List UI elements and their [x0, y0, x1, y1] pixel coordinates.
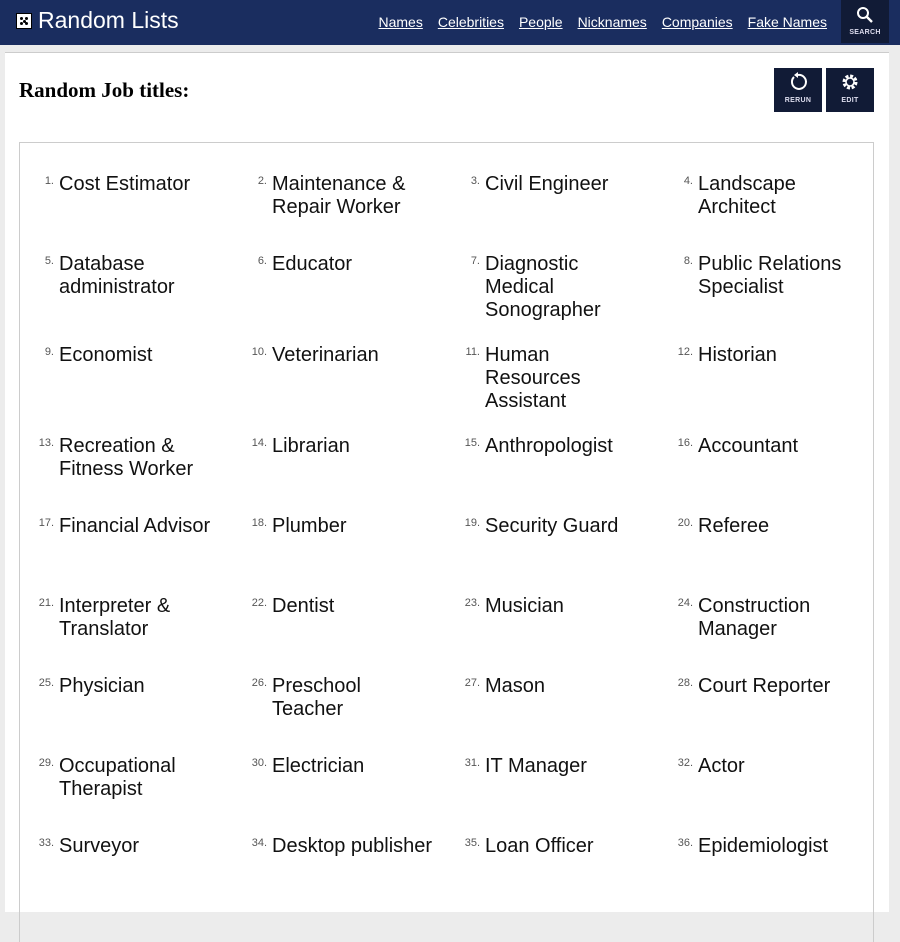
item-number: 23. — [464, 597, 480, 609]
item-text: Epidemiologist — [698, 835, 829, 857]
list-item — [446, 835, 659, 915]
item-text: Civil Engineer — [485, 173, 609, 195]
list-item — [233, 515, 446, 595]
list-item — [446, 675, 659, 755]
item-text: Financial Advisor — [59, 515, 211, 537]
list-item — [446, 595, 659, 675]
item-text: Educator — [272, 253, 353, 275]
dice-icon — [16, 13, 32, 29]
list-item — [233, 675, 446, 755]
item-number: 3. — [470, 175, 480, 187]
list-item — [659, 344, 872, 435]
item-text: Actor — [698, 755, 745, 777]
item-number: 22. — [251, 597, 267, 609]
list-item — [233, 435, 446, 515]
item-text: Construction Manager — [698, 595, 811, 640]
list-item — [20, 344, 233, 435]
list-item — [233, 344, 446, 435]
page-title: Random Job titles: — [19, 78, 190, 102]
item-number: 21. — [38, 597, 54, 609]
search-label: SEARCH — [849, 29, 881, 36]
item-text: Physician — [59, 675, 145, 697]
item-text: Plumber — [272, 515, 347, 537]
list-item — [20, 835, 233, 915]
gear-icon — [840, 72, 860, 92]
list-item — [659, 835, 872, 915]
item-number: 35. — [464, 837, 480, 849]
item-text: Security Guard — [485, 515, 619, 537]
item-number: 36. — [677, 837, 693, 849]
item-number: 27. — [464, 677, 480, 689]
item-text: Economist — [59, 344, 153, 366]
list-item — [446, 755, 659, 835]
item-text: Landscape Architect — [698, 173, 796, 218]
item-text: Database administrator — [59, 253, 175, 298]
item-text: Musician — [485, 595, 564, 617]
edit-button[interactable] — [826, 68, 874, 112]
item-text: Referee — [698, 515, 770, 537]
item-number: 20. — [677, 517, 693, 529]
list-item — [659, 675, 872, 755]
item-text: Occupational Therapist — [59, 755, 176, 800]
item-number: 25. — [38, 677, 54, 689]
list-item — [20, 755, 233, 835]
item-number: 18. — [251, 517, 267, 529]
item-text: Court Reporter — [698, 675, 831, 697]
list-item — [20, 515, 233, 595]
item-text: Public Relations Specialist — [698, 253, 842, 298]
item-text: Accountant — [698, 435, 799, 457]
item-number: 32. — [677, 757, 693, 769]
item-text: Interpreter & Translator — [59, 595, 171, 640]
list-item — [446, 515, 659, 595]
nav-people[interactable]: People — [518, 14, 563, 30]
item-text: Preschool Teacher — [272, 675, 361, 720]
list-item — [446, 344, 659, 435]
item-text: Veterinarian — [272, 344, 379, 366]
item-number: 4. — [683, 175, 693, 187]
content-card — [5, 52, 889, 912]
item-text: Maintenance & Repair Worker — [272, 173, 406, 218]
item-text: Anthropologist — [485, 435, 613, 457]
item-number: 34. — [251, 837, 267, 849]
item-text: Mason — [485, 675, 546, 697]
nav-fake-names[interactable]: Fake Names — [747, 14, 827, 30]
list-item — [446, 173, 659, 253]
item-number: 33. — [38, 837, 54, 849]
list-item — [659, 253, 872, 344]
item-text: Human Resources Assistant — [485, 344, 581, 412]
job-title-list — [19, 142, 874, 942]
item-text: Recreation & Fitness Worker — [59, 435, 194, 480]
item-text: Electrician — [272, 755, 365, 777]
site-logo[interactable] — [16, 7, 179, 34]
item-number: 19. — [464, 517, 480, 529]
edit-label: EDIT — [841, 97, 859, 104]
item-number: 17. — [38, 517, 54, 529]
item-number: 14. — [251, 437, 267, 449]
item-number: 12. — [677, 346, 693, 358]
item-number: 30. — [251, 757, 267, 769]
list-item — [233, 595, 446, 675]
item-text: Diagnostic Medical Sonographer — [485, 253, 601, 321]
list-item — [20, 253, 233, 344]
header — [0, 0, 900, 45]
item-number: 28. — [677, 677, 693, 689]
item-number: 13. — [38, 437, 54, 449]
list-item — [20, 595, 233, 675]
item-text: Desktop publisher — [272, 835, 433, 857]
item-number: 31. — [464, 757, 480, 769]
list-item — [659, 515, 872, 595]
item-number: 16. — [677, 437, 693, 449]
nav-names[interactable]: Names — [378, 14, 423, 30]
list-item — [233, 835, 446, 915]
item-text: Cost Estimator — [59, 173, 191, 195]
item-number: 29. — [38, 757, 54, 769]
site-title: Random Lists — [38, 7, 179, 33]
list-item — [659, 173, 872, 253]
rerun-label: RERUN — [784, 97, 812, 104]
nav-nicknames[interactable]: Nicknames — [577, 14, 647, 30]
item-number: 5. — [44, 255, 54, 267]
item-number: 11. — [465, 346, 480, 358]
item-text: Historian — [698, 344, 777, 366]
list-item — [446, 435, 659, 515]
nav-companies[interactable]: Companies — [661, 14, 733, 30]
item-number: 26. — [251, 677, 267, 689]
search-button[interactable] — [841, 0, 889, 43]
item-text: IT Manager — [485, 755, 587, 777]
item-text: Librarian — [272, 435, 350, 457]
item-number: 24. — [677, 597, 693, 609]
main-nav — [378, 14, 827, 30]
rerun-icon — [788, 72, 808, 92]
list-item — [233, 755, 446, 835]
item-text: Surveyor — [59, 835, 140, 857]
list-item — [233, 253, 446, 344]
rerun-button[interactable] — [774, 68, 822, 112]
item-text: Dentist — [272, 595, 335, 617]
item-number: 7. — [470, 255, 480, 267]
list-item — [20, 173, 233, 253]
list-item — [659, 595, 872, 675]
list-item — [20, 675, 233, 755]
item-number: 15. — [464, 437, 480, 449]
list-item — [20, 435, 233, 515]
nav-celebrities[interactable]: Celebrities — [437, 14, 504, 30]
search-icon — [856, 6, 874, 24]
item-number: 8. — [683, 255, 693, 267]
item-number: 2. — [257, 175, 267, 187]
item-number: 1. — [44, 175, 54, 187]
item-number: 6. — [257, 255, 267, 267]
item-text: Loan Officer — [485, 835, 594, 857]
list-item — [233, 173, 446, 253]
item-number: 9. — [44, 346, 54, 358]
list-item — [659, 435, 872, 515]
item-number: 10. — [251, 346, 267, 358]
list-item — [446, 253, 659, 344]
list-item — [659, 755, 872, 835]
